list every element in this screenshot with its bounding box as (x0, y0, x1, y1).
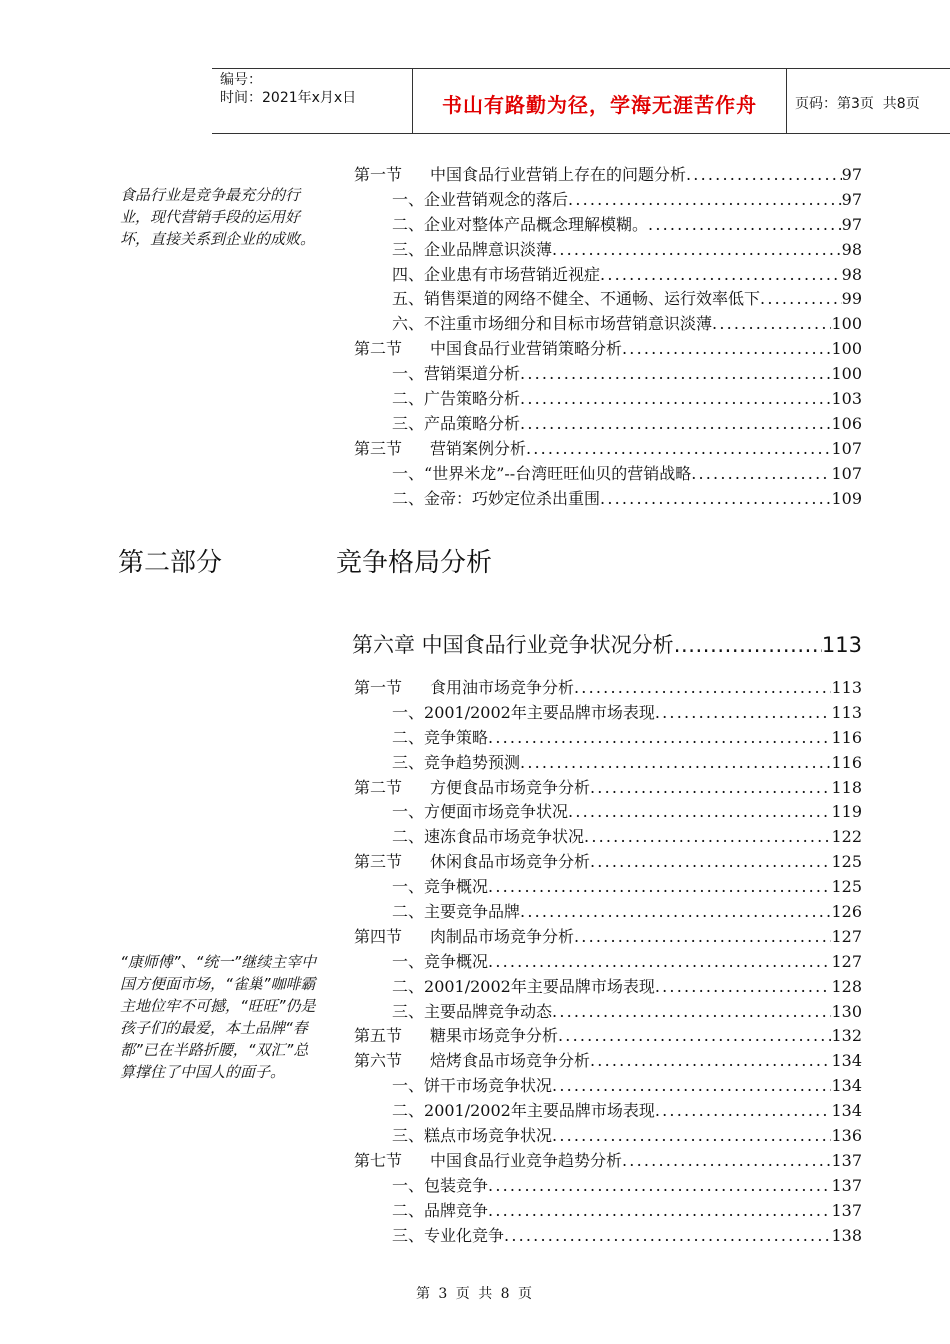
toc-entry-title: 企业品牌意识淡薄 (424, 239, 553, 259)
toc-entry-page: 100 (831, 364, 862, 384)
toc-entry-title: 焙烤食品市场竞争分析 (430, 1051, 591, 1071)
toc-subsection-entry[interactable] (354, 700, 862, 725)
toc-entry-label (354, 750, 520, 773)
chapter-heading[interactable] (352, 629, 862, 659)
toc-entry-page: 125 (831, 852, 862, 872)
toc-entry-label (354, 899, 520, 922)
toc-entry-title: 饼干市场竞争状况 (424, 1076, 553, 1096)
toc-entry-number: 三、 (392, 1225, 425, 1245)
toc-entry-page: 138 (831, 1225, 862, 1245)
toc-entry-title: 2001/2002年主要品牌市场表现 (424, 976, 655, 996)
toc-entry-label (354, 974, 655, 997)
toc-entry-page: 97 (841, 214, 862, 234)
toc-entry-label (354, 361, 520, 384)
toc-entry-label (354, 999, 552, 1022)
toc-subsection-entry[interactable] (354, 212, 862, 237)
toc-entry-number: 第二节 (354, 339, 403, 359)
toc-entry-title: 方便面市场竞争状况 (424, 802, 569, 822)
toc-entry-title: 营销案例分析 (430, 438, 527, 458)
toc-entry-label (354, 1098, 655, 1121)
toc-entry-label (354, 1073, 552, 1096)
part-title: 竞争格局分析 (336, 548, 493, 578)
toc-entry-page: 113 (831, 678, 862, 697)
toc-subsection-entry[interactable] (354, 874, 862, 899)
toc-entry-number: 三、 (392, 752, 425, 772)
toc-entry-number: 三、 (392, 1001, 425, 1021)
toc-entry-title: 销售渠道的网络不健全、不通畅、运行效率低下 (424, 289, 761, 309)
toc-entry-label (354, 411, 520, 434)
toc-entry-page: 137 (831, 1200, 862, 1220)
toc-entry-label (354, 725, 488, 748)
toc-leader-dots (568, 190, 842, 209)
toc-entry-number: 一、 (392, 951, 425, 971)
toc-entry-page: 137 (831, 1150, 862, 1170)
toc-entry-page: 98 (841, 264, 862, 284)
toc-entry-label (354, 849, 590, 872)
side-note-brands: “康师傅”、“统一”继续主宰中国方便面市场，“雀巢”咖啡霸主地位牢不可撼，“旺旺”仍是孩子们的最爱，本土品牌“春都”已在半路折腰，“双汇”总算撑住了中国人的面子。 (120, 953, 317, 1081)
toc-leader-dots (590, 1051, 831, 1070)
toc-entry-title: 主要品牌竞争动态 (424, 1001, 553, 1021)
toc-leader-dots (686, 165, 842, 184)
toc-entry-title: 广告策略分析 (424, 389, 521, 409)
toc-entry-title: 金帝：巧妙定位杀出重围 (424, 488, 601, 508)
toc-entry-label (354, 700, 655, 723)
toc-section-entry[interactable] (354, 1048, 862, 1073)
toc-entry-label (354, 1023, 558, 1046)
toc-subsection-entry[interactable] (354, 237, 862, 262)
toc-leader-dots (691, 464, 831, 483)
toc-leader-dots (655, 977, 832, 996)
toc-entry-number: 一、 (392, 1076, 425, 1096)
toc-entry-page: 100 (831, 339, 862, 359)
toc-entry-page: 137 (831, 1175, 862, 1195)
toc-entry-title: 糕点市场竞争状况 (424, 1126, 553, 1146)
toc-entry-page: 97 (841, 165, 862, 184)
toc-leader-dots (504, 1226, 831, 1245)
toc-subsection-entry[interactable] (354, 999, 862, 1024)
toc-entry-title: 竞争趋势预测 (424, 752, 521, 772)
toc-entry-number: 一、 (392, 877, 425, 897)
toc-entry-page: 130 (831, 1001, 862, 1021)
toc-section-entry[interactable] (354, 336, 862, 361)
toc-entry-number: 三、 (392, 413, 425, 433)
toc-entry-number: 第三节 (354, 438, 403, 458)
toc-entry-number: 二、 (392, 902, 425, 922)
toc-entry-label (354, 824, 584, 847)
toc-leader-dots (488, 952, 831, 971)
toc-entry-page: 103 (831, 389, 862, 409)
toc-subsection-entry[interactable] (354, 187, 862, 212)
toc-entry-number: 第一节 (354, 165, 403, 184)
toc-entry-page: 99 (841, 289, 862, 309)
toc-entry-page: 107 (831, 463, 862, 483)
toc-entry-number: 一、 (392, 189, 425, 209)
toc-entry-title: 中国食品行业营销策略分析 (430, 339, 623, 359)
toc-leader-dots (552, 240, 842, 259)
toc-entry-number: 一、 (392, 702, 425, 722)
toc-leader-dots (622, 1151, 831, 1170)
toc-entry-title: 竞争策略 (424, 727, 489, 747)
toc-entry-title: 专业化竞争 (424, 1225, 505, 1245)
toc-entry-title: “世界米龙”--台湾旺旺仙贝的营销战略 (424, 463, 692, 483)
toc-leader-dots (488, 877, 831, 896)
toc-entry-page: 134 (831, 1101, 862, 1121)
toc-entry-number: 第三节 (354, 852, 403, 872)
toc-entry-number: 一、 (392, 1175, 425, 1195)
toc-subsection-entry[interactable] (354, 1098, 862, 1123)
toc-subsection-entry[interactable] (354, 974, 862, 999)
toc-entry-title: 营销渠道分析 (424, 364, 521, 384)
toc-entry-label (354, 1198, 488, 1221)
document-time-label: 时间：2021年x月x日 (220, 90, 357, 106)
toc-entry-page: 109 (831, 488, 862, 508)
toc-subsection-entry[interactable] (354, 899, 862, 924)
toc-subsection-entry[interactable] (354, 361, 862, 386)
toc-entry-page: 107 (831, 438, 862, 458)
toc-entry-page: 119 (831, 802, 862, 822)
toc-leader-dots (600, 489, 831, 508)
toc-entry-label (354, 775, 590, 798)
toc-leader-dots (760, 289, 842, 308)
toc-subsection-entry[interactable] (354, 1123, 862, 1148)
toc-leader-dots (520, 414, 831, 433)
toc-section-entry[interactable] (354, 436, 862, 461)
toc-entry-title: 肉制品市场竞争分析 (430, 926, 575, 946)
toc-entry-number: 第七节 (354, 1150, 403, 1170)
toc-entry-number: 第二节 (354, 777, 403, 797)
toc-entry-number: 一、 (392, 463, 425, 483)
toc-entry-label (354, 949, 488, 972)
toc-entry-label (354, 386, 520, 409)
toc-entry-page: 127 (831, 926, 862, 946)
toc-entry-title: 企业患有市场营销近视症 (424, 264, 601, 284)
toc-entry-label (354, 1173, 488, 1196)
toc-subsection-entry[interactable] (354, 461, 862, 486)
toc-entry-number: 二、 (392, 976, 425, 996)
side-note-marketing: 食品行业是竞争最充分的行业，现代营销手段的运用好坏，直接关系到企业的成败。 (120, 186, 316, 248)
toc-entry-number: 一、 (392, 802, 425, 822)
toc-subsection-entry[interactable] (354, 1198, 862, 1223)
toc-entry-title: 不注重市场细分和目标市场营销意识淡薄 (424, 314, 713, 334)
toc-entry-number: 二、 (392, 827, 425, 847)
toc-leader-dots (488, 728, 831, 747)
toc-entry-label (354, 237, 552, 260)
toc-entry-number: 二、 (392, 1101, 425, 1121)
toc-leader-dots (574, 678, 831, 697)
toc-entry-page: 127 (831, 951, 862, 971)
toc-entry-label (354, 924, 574, 947)
toc-entry-number: 三、 (392, 1126, 425, 1146)
toc-entry-number: 第五节 (354, 1026, 403, 1046)
toc-subsection-entry[interactable] (354, 411, 862, 436)
toc-entry-label (354, 436, 526, 459)
toc-leader-dots (655, 703, 832, 722)
toc-entry-title: 2001/2002年主要品牌市场表现 (424, 702, 655, 722)
toc-entry-title: 中国食品行业营销上存在的问题分析 (430, 165, 687, 184)
toc-entry-label (354, 874, 488, 897)
toc-entry-title: 方便食品市场竞争分析 (430, 777, 591, 797)
toc-entry-title: 企业营销观念的落后 (424, 189, 569, 209)
toc-section-competition (354, 675, 862, 1247)
toc-entry-page: 125 (831, 877, 862, 897)
toc-entry-title: 主要竞争品牌 (424, 902, 521, 922)
toc-entry-label (354, 336, 622, 359)
toc-entry-label (354, 162, 686, 185)
toc-subsection-entry[interactable] (354, 824, 862, 849)
toc-section-marketing (354, 162, 862, 510)
toc-leader-dots (558, 1026, 831, 1045)
toc-entry-title: 品牌竞争 (424, 1200, 489, 1220)
toc-entry-title: 中国食品行业竞争趋势分析 (430, 1150, 623, 1170)
toc-leader-dots (552, 1126, 831, 1145)
toc-entry-label (354, 799, 568, 822)
toc-leader-dots (674, 633, 822, 657)
toc-entry-number: 六、 (392, 314, 425, 334)
toc-entry-page: 134 (831, 1076, 862, 1096)
toc-subsection-entry[interactable] (354, 799, 862, 824)
toc-leader-dots (488, 1201, 831, 1220)
toc-leader-dots (622, 339, 831, 358)
toc-entry-number: 第一节 (354, 678, 403, 697)
toc-subsection-entry[interactable] (354, 262, 862, 287)
toc-entry-title: 包装竞争 (424, 1175, 489, 1195)
toc-section-entry[interactable] (354, 849, 862, 874)
toc-leader-dots (552, 1076, 831, 1095)
toc-entry-number: 第六节 (354, 1051, 403, 1071)
part-label: 第二部分 (118, 548, 223, 578)
toc-entry-page: 132 (831, 1026, 862, 1046)
toc-entry-label (354, 1123, 552, 1146)
header-motto: 书山有路勤为径，学海无涯苦作舟 (413, 69, 787, 133)
toc-entry-number: 一、 (392, 364, 425, 384)
toc-entry-page: 126 (831, 902, 862, 922)
toc-entry-title: 产品策略分析 (424, 413, 521, 433)
toc-leader-dots (574, 927, 831, 946)
toc-entry-title: 糖果市场竞争分析 (430, 1026, 559, 1046)
toc-leader-dots (526, 439, 831, 458)
chapter-page: 113 (821, 633, 862, 657)
toc-entry-label (354, 675, 574, 698)
toc-subsection-entry[interactable] (354, 1073, 862, 1098)
toc-subsection-entry[interactable] (354, 725, 862, 750)
toc-leader-dots (520, 389, 831, 408)
toc-entry-title: 竞争概况 (424, 951, 489, 971)
toc-subsection-entry[interactable] (354, 1173, 862, 1198)
toc-subsection-entry[interactable] (354, 949, 862, 974)
page-footer: 第 3 页 共 8 页 (415, 1286, 535, 1302)
toc-leader-dots (712, 314, 831, 333)
toc-leader-dots (568, 802, 831, 821)
toc-entry-label (354, 187, 568, 210)
toc-entry-label (354, 1148, 622, 1171)
toc-entry-number: 四、 (392, 264, 425, 284)
toc-entry-label (354, 286, 760, 309)
toc-leader-dots (590, 778, 831, 797)
toc-entry-page: 106 (831, 413, 862, 433)
toc-entry-title: 2001/2002年主要品牌市场表现 (424, 1101, 655, 1121)
document-number-label: 编号： (220, 72, 262, 88)
header-meta (212, 69, 413, 133)
toc-entry-title: 食用油市场竞争分析 (430, 678, 575, 697)
toc-entry-number: 二、 (392, 389, 425, 409)
toc-entry-number: 第四节 (354, 926, 403, 946)
toc-section-entry[interactable] (354, 775, 862, 800)
header-page-info (787, 69, 950, 133)
toc-section-entry[interactable] (354, 1023, 862, 1048)
toc-leader-dots (520, 364, 831, 383)
toc-entry-title: 速冻食品市场竞争状况 (424, 827, 585, 847)
toc-leader-dots (520, 902, 831, 921)
toc-entry-page: 122 (831, 827, 862, 847)
page-info-text: 页码：第3页 共8页 (795, 96, 920, 112)
toc-entry-number: 二、 (392, 214, 425, 234)
toc-entry-label (354, 1223, 504, 1246)
toc-entry-label (354, 311, 712, 334)
toc-entry-page: 118 (831, 777, 862, 797)
toc-entry-title: 企业对整体产品概念理解模糊。 (424, 214, 649, 234)
toc-subsection-entry[interactable] (354, 1223, 862, 1248)
toc-entry-title: 竞争概况 (424, 877, 489, 897)
toc-entry-page: 116 (831, 752, 862, 772)
chapter-title: 第六章 中国食品行业竞争状况分析 (352, 633, 674, 657)
toc-leader-dots (590, 852, 831, 871)
toc-entry-page: 98 (841, 239, 862, 259)
toc-section-entry[interactable] (354, 162, 862, 187)
toc-entry-number: 二、 (392, 488, 425, 508)
toc-entry-page: 97 (841, 189, 862, 209)
toc-entry-page: 113 (831, 702, 862, 722)
toc-entry-label (354, 262, 600, 285)
toc-subsection-entry[interactable] (354, 286, 862, 311)
toc-leader-dots (600, 265, 842, 284)
toc-leader-dots (584, 827, 831, 846)
toc-entry-label (354, 486, 600, 509)
toc-section-entry[interactable] (354, 675, 862, 700)
toc-section-entry[interactable] (354, 924, 862, 949)
toc-section-entry[interactable] (354, 1148, 862, 1173)
toc-entry-label (354, 461, 691, 484)
page-header (212, 68, 950, 134)
toc-leader-dots (648, 215, 842, 234)
toc-entry-page: 134 (831, 1051, 862, 1071)
toc-leader-dots (520, 753, 831, 772)
toc-entry-page: 128 (831, 976, 862, 996)
toc-leader-dots (655, 1101, 832, 1120)
toc-entry-number: 二、 (392, 727, 425, 747)
toc-entry-number: 三、 (392, 239, 425, 259)
toc-leader-dots (552, 1002, 831, 1021)
toc-entry-label (354, 212, 648, 235)
toc-entry-number: 五、 (392, 289, 425, 309)
toc-entry-title: 休闲食品市场竞争分析 (430, 852, 591, 872)
toc-subsection-entry[interactable] (354, 311, 862, 336)
toc-entry-page: 136 (831, 1126, 862, 1146)
toc-leader-dots (488, 1176, 831, 1195)
toc-subsection-entry[interactable] (354, 486, 862, 511)
toc-entry-page: 100 (831, 314, 862, 334)
toc-entry-label (354, 1048, 590, 1071)
toc-subsection-entry[interactable] (354, 386, 862, 411)
toc-subsection-entry[interactable] (354, 750, 862, 775)
toc-entry-number: 二、 (392, 1200, 425, 1220)
toc-entry-page: 116 (831, 727, 862, 747)
